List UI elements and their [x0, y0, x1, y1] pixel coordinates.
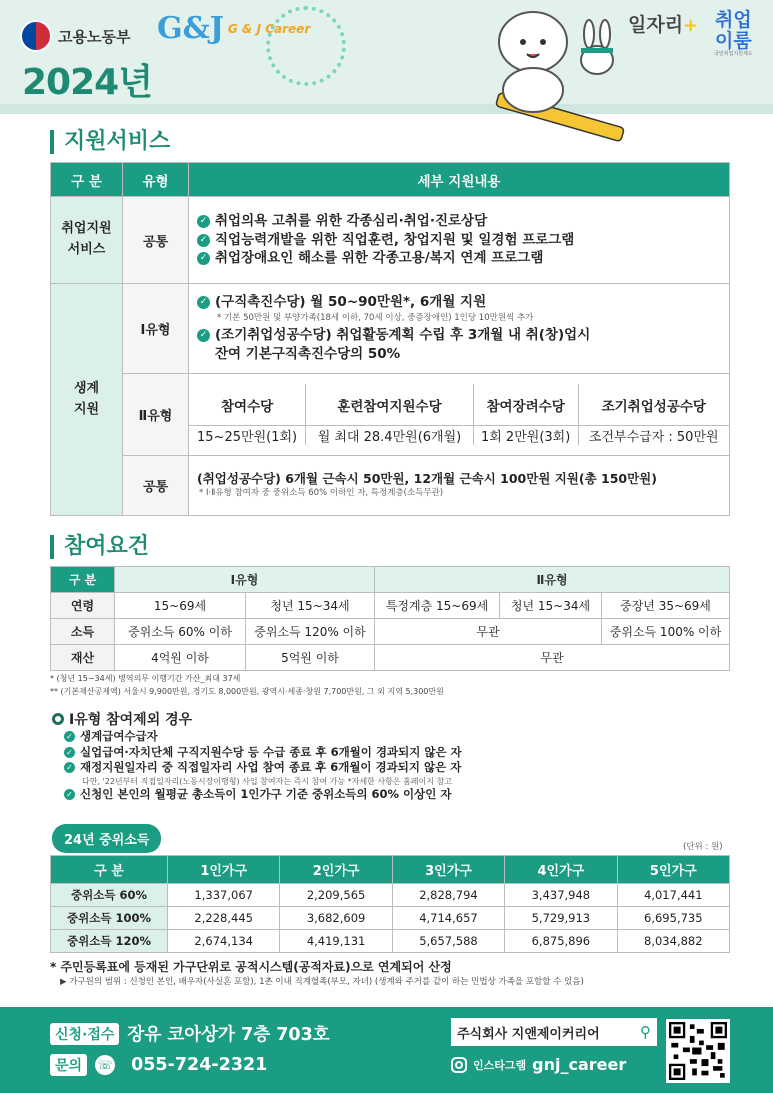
ministry-name: 고용노동부: [58, 27, 131, 46]
req-cell: 중위소득 120% 이하: [246, 619, 375, 645]
allowance-header: 훈련참여지원수당: [306, 384, 474, 426]
median-income-table: [50, 855, 730, 953]
req-cell: 청년 15~34세: [246, 593, 375, 619]
household-note: [50, 959, 584, 989]
type2-allowance-table: [189, 384, 729, 446]
apply-label: 신청·접수: [50, 1023, 119, 1045]
detail-text: 취업장애요인 해소를 위한 각종고용/복지 연계 프로그램: [215, 250, 544, 267]
decorative-burst: [266, 6, 346, 86]
detail-text: 직업능력개발을 위한 직업훈련, 창업지원 및 일경험 프로그램: [215, 231, 575, 248]
detail-text-a: (조기취업성공수당) 취업활동계획 수립 후 3개월 내 취(창)업시: [215, 326, 591, 343]
qr-code-icon[interactable]: [666, 1019, 730, 1083]
instagram-link[interactable]: [451, 1055, 626, 1074]
taegeuk-icon: [20, 20, 52, 52]
detail-text: (구직촉진수당) 월 50~90만원*, 6개월 지원: [215, 294, 487, 311]
employment-logo-top: 취업: [714, 9, 752, 31]
gj-mark: G&J: [157, 11, 224, 46]
detail-text-b: 잔여 기본구직촉진수당의 50%: [215, 345, 401, 362]
income-value: 2,828,794: [392, 884, 504, 907]
req-cell: 15~69세: [115, 593, 246, 619]
section-title-requirements: 참여요건: [50, 535, 149, 559]
category-employment-a: 취업지원: [61, 221, 112, 237]
phone-number[interactable]: 055-724-2321: [131, 1055, 268, 1075]
allowance-header: 참여수당: [189, 384, 306, 426]
exclusion-subnote: 다만, '22년부터 직접일자리(노동시장이행형) 사업 참여자는 즉시 참여 가능 *자세한 사항은 홈페이지 참고: [82, 776, 452, 786]
income-value: 3,437,948: [505, 884, 617, 907]
detail-line: [197, 249, 721, 268]
col-header-detail: 세부 지원내용: [189, 163, 730, 197]
household-note-sub: ▶ 가구원의 범위 : 신청인 본인, 배우자(사실혼 포함), 1촌 이내 직계혈족(부모, 자녀) (생계와 주거를 같이 하는 민법상 가족을 포함할 수 있음): [60, 976, 584, 987]
allowance-value: 조건부수급자 : 50만원: [588, 430, 719, 446]
detail-text: (취업성공수당) 6개월 근속시 50만원, 12개월 근속시 100만원 지원(총 150만원): [197, 470, 657, 486]
check-circle-icon: ✓: [197, 215, 210, 228]
table-row: [51, 930, 730, 953]
detail-note: * Ⅰ·Ⅱ유형 참여자 중 중위소득 60% 이하인 자, 특정계층(소득무관): [199, 488, 444, 499]
income-value: 2,674,134: [168, 930, 280, 953]
jobs-plus-logo: [628, 10, 698, 37]
detail-note: * 기본 50만원 및 부양가족(18세 이하, 70세 이상, 중증장애인) 1인당 10만원씩 추가: [217, 313, 534, 324]
req-header-type1: Ⅰ유형: [115, 567, 375, 593]
instagram-icon: [451, 1057, 467, 1073]
req-header-category: 구 분: [51, 567, 115, 593]
check-circle-icon: ✓: [64, 731, 75, 742]
unit-label: (단위 : 원): [683, 842, 723, 852]
jobs-plus-text: 일자리: [628, 14, 684, 36]
address: 장유 코아상가 7층 703호: [127, 1025, 330, 1045]
income-col-header: 5인가구: [617, 856, 729, 884]
check-circle-icon: ✓: [64, 747, 75, 758]
category-employment-b: 서비스: [67, 242, 106, 257]
phone-icon: ☏: [95, 1055, 115, 1075]
search-box[interactable]: [451, 1018, 657, 1046]
income-value: 4,017,441: [617, 884, 729, 907]
type-1: Ⅰ유형: [123, 284, 189, 374]
income-value: 5,729,913: [505, 907, 617, 930]
common-details: [189, 456, 730, 516]
req-cell: 중위소득 100% 이하: [602, 619, 730, 645]
exclusion-item: [64, 760, 462, 776]
exclusion-text: 실업급여·자치단체 구직지원수당 등 수급 종료 후 6개월이 경과되지 않은 자: [80, 744, 462, 759]
check-circle-icon: ✓: [197, 252, 210, 265]
income-value: 5,657,588: [392, 930, 504, 953]
year-title: 2024년: [22, 62, 152, 103]
req-header-type2: Ⅱ유형: [375, 567, 730, 593]
req-cell: 5억원 이하: [246, 645, 375, 671]
income-value: 8,034,882: [617, 930, 729, 953]
detail-line: [197, 231, 721, 250]
instagram-handle: gnj_career: [532, 1055, 627, 1074]
gj-name: G & J Career: [227, 22, 311, 36]
req-cell: 4억원 이하: [115, 645, 246, 671]
income-col-header: 3인가구: [392, 856, 504, 884]
section-title-support: 지원서비스: [50, 130, 170, 154]
instagram-label: 인스타그램: [473, 1058, 527, 1072]
allowance-value: 1회 2만원(3회): [473, 426, 578, 446]
median-income-pill: 24년 중위소득: [52, 824, 161, 853]
type-common: 공통: [123, 456, 189, 516]
allowance-header: 참여장려수당: [473, 384, 578, 426]
income-col-header: 2인가구: [280, 856, 392, 884]
allowance-value: 월 최대 28.4만원(6개월): [306, 426, 474, 446]
inquiry-row: [50, 1054, 267, 1076]
ministry-logo: [20, 20, 130, 52]
search-text: 주식회사 지앤제이커리어: [457, 1026, 600, 1042]
check-circle-icon: ✓: [197, 296, 210, 309]
employment-details: [189, 197, 730, 284]
inquiry-label: 문의: [50, 1054, 87, 1076]
exclusion-text: 신청인 본인의 월평균 총소득이 1인가구 기준 중위소득의 60% 이상인 자: [80, 786, 452, 801]
detail-line: [197, 212, 721, 231]
req-cell: 중장년 35~69세: [602, 593, 730, 619]
income-value: 6,875,896: [505, 930, 617, 953]
mascot-illustration: [485, 2, 635, 152]
apply-row: [50, 1021, 330, 1046]
category-employment: [51, 197, 123, 284]
exclusion-item: [64, 745, 462, 761]
table-row: [51, 884, 730, 907]
footnote: * (청년 15~34세) 병역의무 이행기간 가산_최대 37세: [50, 674, 241, 683]
income-row-label: 중위소득 120%: [51, 930, 168, 953]
req-label-age: 연령: [51, 593, 115, 619]
exclusion-section: [52, 709, 462, 802]
check-circle-icon: ✓: [64, 789, 75, 800]
header-band: [0, 104, 773, 114]
household-note-main: * 주민등록표에 등재된 가구단위로 공적시스템(공적자료)으로 연계되어 산정: [50, 960, 452, 974]
req-cell: 무관: [375, 619, 602, 645]
footnote: ** (기본재산공제액) 서울시 9,900만원, 경기도 8,000만원, 광역시·세종·창원 7,700만원, 그 외 지역 5,300만원: [50, 687, 444, 696]
bullet-icon: [52, 713, 64, 725]
detail-line: [197, 293, 721, 312]
col-header-type: 유형: [123, 163, 189, 197]
category-living: [51, 284, 123, 516]
income-col-header: 4인가구: [505, 856, 617, 884]
req-cell: 중위소득 60% 이하: [115, 619, 246, 645]
support-services-table: [50, 162, 730, 516]
detail-line: [197, 326, 721, 364]
exclusion-text: 재정지원일자리 중 직접일자리 사업 참여 종료 후 6개월이 경과되지 않은 자: [80, 760, 462, 775]
income-row-label: 중위소득 60%: [51, 884, 168, 907]
req-label-income: 소득: [51, 619, 115, 645]
employment-logo-bottom: 이룸: [714, 29, 752, 52]
income-col-header: 구 분: [51, 856, 168, 884]
exclusion-title-text: Ⅰ유형 참여제외 경우: [69, 712, 193, 728]
detail-text: 취업의욕 고취를 위한 각종심리·취업·진로상담: [215, 212, 488, 229]
type1-details: [189, 284, 730, 374]
allowance-value: 15~25만원(1회): [189, 426, 306, 446]
income-value: 6,695,735: [617, 907, 729, 930]
check-circle-icon: ✓: [197, 234, 210, 247]
income-value: 4,714,657: [392, 907, 504, 930]
income-value: 2,209,565: [280, 884, 392, 907]
req-cell: 무관: [375, 645, 730, 671]
income-value: 3,682,609: [280, 907, 392, 930]
exclusion-title: [52, 709, 462, 729]
table-row: [51, 907, 730, 930]
income-col-header: 1인가구: [168, 856, 280, 884]
detail-text: [215, 326, 590, 364]
search-icon[interactable]: ⚲: [640, 1023, 651, 1041]
exclusion-text: 생계급여수급자: [80, 729, 158, 743]
check-circle-icon: ✓: [197, 329, 210, 342]
income-value: 4,419,131: [280, 930, 392, 953]
employment-logo: [714, 10, 753, 57]
type-2: Ⅱ유형: [123, 374, 189, 456]
req-cell: 특정계층 15~69세: [375, 593, 500, 619]
income-row-label: 중위소득 100%: [51, 907, 168, 930]
detail-line: [197, 470, 721, 488]
check-circle-icon: ✓: [64, 762, 75, 773]
category-living-b: 지원: [73, 401, 100, 417]
allowance-header: 조기취업성공수당: [578, 384, 729, 426]
exclusion-item: [64, 729, 462, 745]
category-living-a: 생계: [73, 380, 100, 396]
employment-logo-caption: 국민취업지원제도: [714, 50, 753, 57]
req-cell: 청년 15~34세: [500, 593, 602, 619]
plus-icon: +: [683, 15, 699, 36]
type-common: 공통: [123, 197, 189, 284]
type2-details: [189, 374, 730, 456]
exclusion-item: [64, 787, 462, 803]
requirements-table: [50, 566, 730, 671]
income-value: 1,337,067: [168, 884, 280, 907]
footer: [0, 1007, 773, 1093]
income-value: 2,228,445: [168, 907, 280, 930]
col-header-category: 구 분: [51, 163, 123, 197]
req-label-asset: 재산: [51, 645, 115, 671]
